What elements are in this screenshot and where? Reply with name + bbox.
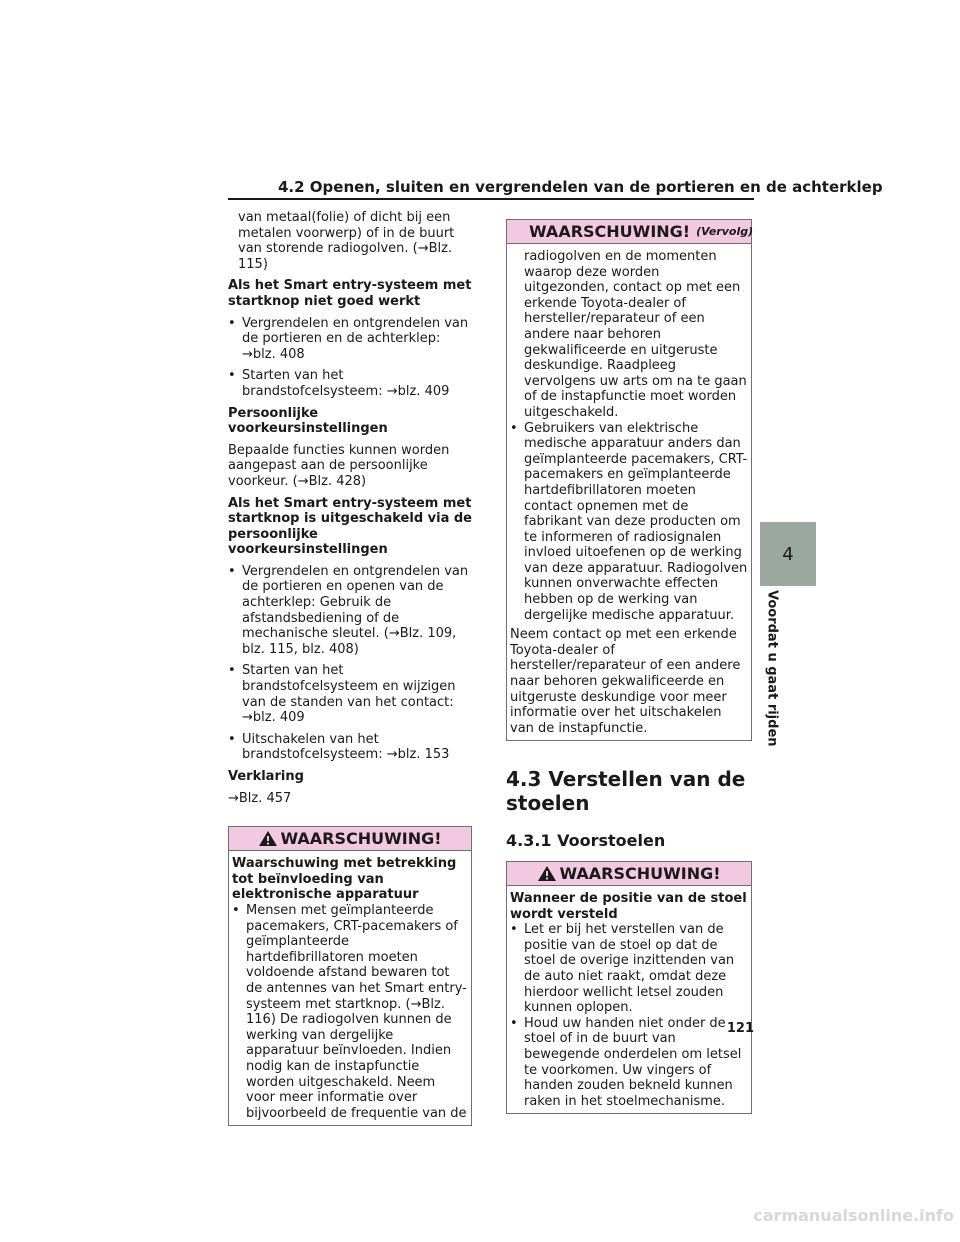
- personal-settings-text: Bepaalde functies kunnen worden aangepast aan de persoonlijke voorkeur. (→Blz. 428): [228, 442, 450, 489]
- continued-label: (Vervolg): [696, 224, 754, 238]
- subsection-title: 4.3.1 Voorstoelen: [506, 831, 666, 851]
- list-item: • Houd uw handen niet onder de stoel of in de buurt van bewegende onderdelen om letsel te voorkomen. Uw vingers of handen zouden bekneld kunnen raken in het stoelmechanisme.: [510, 1016, 748, 1110]
- warning-subheading: Waarschuwing met betrekking tot beïnvloeding van elektronische apparatuur: [232, 856, 457, 903]
- warning-header: [229, 827, 471, 851]
- warning-header: [507, 220, 754, 244]
- page-number: 121: [726, 1021, 754, 1036]
- warning-continued-text: radiogolven en de momenten waarop deze worden uitgezonden, contact op met een erkende Toyota-dealer of hersteller/reparateur of een andere naar behoren gekwalificeerde en uitgeruste deskundige. Raadpleeg vervolgens uw arts om na te gaan of de instapfunctie moet worden uitgeschakeld.: [524, 249, 747, 420]
- warning-header: [507, 862, 751, 886]
- warning-box-electronics: [228, 826, 472, 1126]
- list-item: • Starten van het brandstofcelsysteem en wijzigen van de standen van het contact: →blz. 409: [228, 663, 472, 725]
- warning-icon: [258, 830, 278, 847]
- warning-label: WAARSCHUWING!: [280, 828, 442, 848]
- header-rule: [228, 198, 754, 200]
- warning-icon: [537, 865, 557, 882]
- chapter-number: 4: [782, 543, 794, 565]
- list-item: • Vergrendelen en ontgrendelen van de portieren en openen van de achterklep: Gebruik de afstandsbediening of de mechanische sleutel. (→Blz. 109, blz. 115, blz. 408): [228, 564, 472, 658]
- warning-box-seat-adjust: [506, 861, 752, 1114]
- list-item: • Starten van het brandstofcelsysteem: →blz. 409: [228, 368, 472, 399]
- section-title: 4.3 Verstellen van de stoelen: [506, 767, 746, 816]
- list-item: • Let er bij het verstellen van de positie van de stoel op dat de stoel de overige inzittenden van de auto niet raakt, omdat deze hierdoor wellicht letsel zouden kunnen oplopen.: [510, 922, 748, 1016]
- warning-closing-text: Neem contact op met een erkende Toyota-dealer of hersteller/reparateur of een andere naar behoren gekwalificeerde en uitgeruste deskundige voor meer informatie over het uitschakelen van de instapfunctie.: [510, 627, 741, 736]
- list-item: • Uitschakelen van het brandstofcelsysteem: →blz. 153: [228, 732, 472, 763]
- warning-label: WAARSCHUWING!: [529, 221, 691, 241]
- chapter-tab: [760, 522, 816, 586]
- list-item: • Mensen met geïmplanteerde pacemakers, CRT-pacemakers of geïmplanteerde hartdefibrillatoren moeten voldoende afstand bewaren tot de antennes van het Smart entry-systeem met startknop. (→Blz. 116) De radiogolven kunnen de werking van dergelijke apparatuur beïnvloeden. Indien nodig kan de instapfunctie worden uitgeschakeld. Neem voor meer informatie over bijvoorbeeld de frequentie van de: [232, 903, 468, 1121]
- warning-subheading: Wanneer de positie van de stoel wordt versteld: [510, 891, 747, 922]
- warning-body: [507, 244, 751, 740]
- chapter-label-text: Voordat u gaat rijden: [764, 590, 780, 747]
- list-item: • Gebruikers van elektrische medische apparatuur anders dan geïmplanteerde pacemakers, CRT-pacemakers en geïmplanteerde hartdefibrillatoren moeten contact opnemen met de fabrikant van deze producten om te informeren of radiosignalen invloed uitoefenen op de werking van deze apparatuur. Radiogolven kunnen onverwachte effecten hebben op de werking van dergelijke medische apparatuur.: [510, 421, 748, 624]
- section-heading-smart-entry-disabled: Als het Smart entry-systeem met startknop is uitgeschakeld via de persoonlijke voorkeursinstellingen: [228, 495, 473, 558]
- warning-body: [507, 886, 751, 1113]
- declaration-reference: →Blz. 457: [228, 790, 292, 806]
- list-item: • Vergrendelen en ontgrendelen van de portieren en de achterklep: →blz. 408: [228, 316, 472, 363]
- page-header-title: 4.2 Openen, sluiten en vergrendelen van de portieren en de achterklep: [278, 178, 883, 196]
- warning-label: WAARSCHUWING!: [559, 863, 721, 883]
- section-heading-personal-settings: Persoonlijke voorkeursinstellingen: [228, 405, 388, 437]
- section-heading-smart-entry-malfunction: Als het Smart entry-systeem met startknop niet goed werkt: [228, 278, 472, 309]
- chapter-side-label: [760, 590, 784, 747]
- warning-body: [229, 851, 471, 1125]
- left-column: [228, 210, 472, 1126]
- warning-box-continued: [506, 219, 752, 741]
- watermark: carmanualsonline.info: [753, 1206, 954, 1225]
- section-heading-declaration: Verklaring: [228, 769, 304, 784]
- intro-text: van metaal(folie) of dicht bij een metalen voorwerp) of in de buurt van storende radiogolven. (→Blz. 115): [238, 210, 455, 272]
- right-column: [506, 219, 752, 1114]
